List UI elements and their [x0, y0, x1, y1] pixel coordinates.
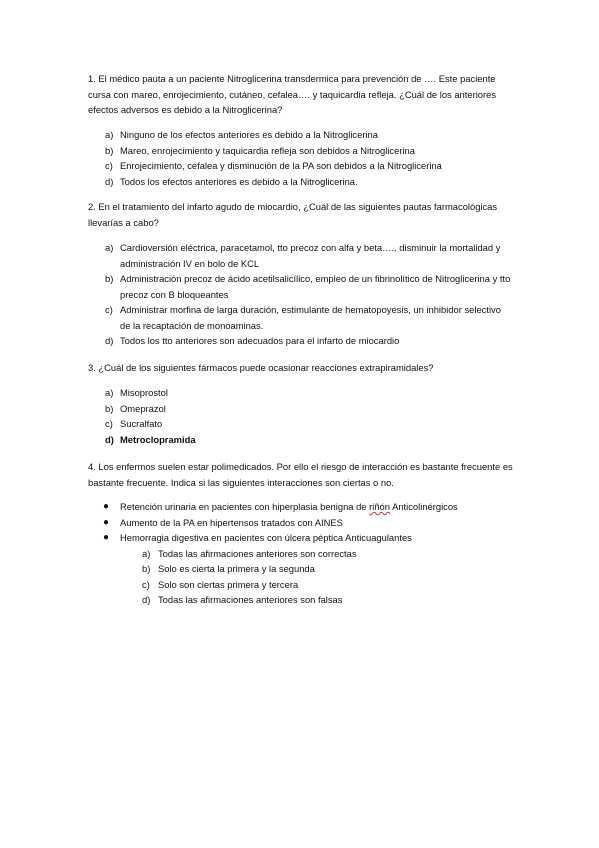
question-4-text: 4. Los enfermos suelen estar polimedicados. Por ello el riesgo de interacción es bastante frecuente es bastante frecuente. Indica si las siguientes interacciones son ciertas o no. [88, 461, 513, 488]
option-3b: b) Omeprazol [105, 402, 166, 414]
question-1-text: 1. El médico pauta a un paciente Nitroglicerina transdermica para prevención de …. Este paciente cursa con mareo, enrojecimiento, cutáneo, cefalea…. y taquicardia refleja. ¿Cuál de los anteriores efectos adversos es debido a la Nitroglicerina? [88, 73, 497, 115]
option-3c: c) Sucralfato [105, 418, 163, 429]
question-2-text: 2. En el tratamiento del infarto agudo de miocardio, ¿Cuál de las siguientes pautas farmacológicas llevarías a cabo? [88, 201, 498, 228]
option-4b: b) Solo es cierta la primera y la segunda [142, 563, 315, 574]
statement-1: ● Retención urinaria en pacientes con hiperplasia benigna de riñón Anticolinérgicos [88, 499, 513, 515]
question-3-options [88, 385, 513, 447]
spellcheck-underlined-word: riñón [369, 501, 390, 512]
statement-2: ● Aumento de la PA en hipertensos tratados con AINES [88, 515, 513, 531]
option-1a: a) Ninguno de los efectos anteriores es debido a la Nitroglicerina [105, 129, 378, 140]
bullet-icon: ● [103, 516, 110, 528]
question-1-options [88, 127, 513, 189]
question-3-text: 3. ¿Cuál de los siguientes fármacos puede ocasionar reacciones extrapiramidales? [88, 362, 434, 373]
option-2b: b) Administración precoz de ácido acetilsalicílico, empleo de un fibrinolítico de Nitroglicerina y tto precoz con B bloqueantes [105, 273, 511, 300]
option-2a: a) Cardioversión eléctrica, paracetamol, tto precoz con alfa y beta….. disminuir la mortalidad y administración IV en bolo de KCL [105, 242, 501, 269]
option-2d: d) Todos los tto anteriores son adecuados para el infarto de miocardio [105, 335, 400, 346]
question-4-statements [88, 499, 513, 608]
option-3d: d) Metroclopramida [105, 433, 196, 445]
option-4c: c) Solo son ciertas primera y tercera [142, 578, 299, 590]
bullet-icon: ● [103, 501, 110, 512]
option-4a: a) Todas las afirmaciones anteriores son correctas [142, 547, 357, 559]
bullet-icon: ● [103, 532, 110, 543]
question-2-options [88, 240, 513, 349]
option-1c: c) Enrojecimiento, cefalea y disminución de la PA son debidos a la Nitroglicerina [105, 160, 442, 171]
option-4d: d) Todas las afirmaciones anteriores son falsas [142, 594, 343, 605]
option-2c: c) Administrar morfina de larga duración, estimulante de hematopoyesis, un inhibidor selectivo de la recaptación de monoaminas. [105, 304, 501, 331]
statement-3: ● Hemorragia digestiva en pacientes con úlcera péptica Anticuagulantes [88, 530, 513, 546]
option-1d: d) Todos los efectos anteriores es debido a la Nitroglicerina. [105, 175, 358, 187]
option-1b: b) Mareo, enrojecimiento y taquicardia refleja son debidos a Nitroglicerina [105, 144, 415, 156]
option-3a: a) Misoprostol [105, 387, 168, 398]
